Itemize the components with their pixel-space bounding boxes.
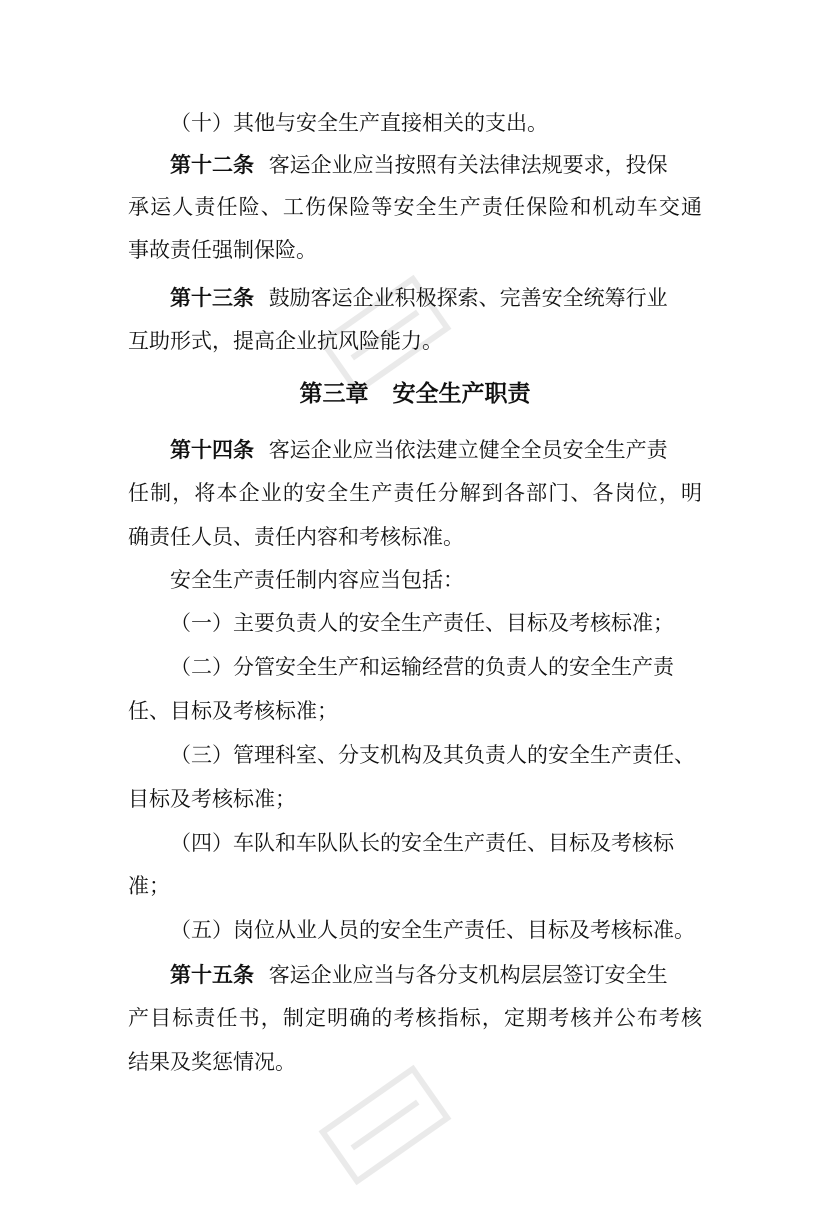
article-13-line-2 xyxy=(128,326,702,356)
article-label: 第十二条 xyxy=(170,152,254,177)
text: （三）管理科室、分支机构及其负责人的安全生产责任、 xyxy=(170,743,695,767)
list-item-3-line-2 xyxy=(128,784,702,814)
text: 客运企业应当与各分支机构层层签订安全生 xyxy=(268,963,668,987)
text: 任、目标及考核标准； xyxy=(128,699,338,723)
article-14-line-2 xyxy=(128,478,702,508)
chapter-heading xyxy=(0,378,830,410)
list-item-2-line-1 xyxy=(170,652,730,682)
paragraph-line xyxy=(170,108,730,138)
chapter-title: 安全生产职责 xyxy=(392,380,531,407)
text: （五）岗位从业人员的安全生产责任、目标及考核标准。 xyxy=(170,918,695,942)
text: 目标及考核标准； xyxy=(128,787,296,811)
article-14-line-1 xyxy=(170,435,730,465)
article-label: 第十五条 xyxy=(170,962,254,987)
list-item-1 xyxy=(170,608,730,638)
article-label: 第十三条 xyxy=(170,285,254,310)
article-13-line-1 xyxy=(170,283,730,313)
text: 确责任人员、责任内容和考核标准。 xyxy=(128,525,464,549)
text: 客运企业应当依法建立健全全员安全生产责 xyxy=(268,438,668,462)
text: 产目标责任书，制定明确的考核指标，定期考核并公布考核 xyxy=(128,1006,702,1030)
list-item-4-line-1 xyxy=(170,828,730,858)
list-item-2-line-2 xyxy=(128,696,702,726)
text: 任制，将本企业的安全生产责任分解到各部门、各岗位，明 xyxy=(128,481,702,505)
article-label: 第十四条 xyxy=(170,437,254,462)
text: （四）车队和车队队长的安全生产责任、目标及考核标 xyxy=(170,831,674,855)
text: 事故责任强制保险。 xyxy=(128,238,317,262)
article-12-line-3 xyxy=(128,235,702,265)
text: 互助形式，提高企业抗风险能力。 xyxy=(128,329,443,353)
list-item-3-line-1 xyxy=(170,740,730,770)
list-item-5 xyxy=(170,915,730,945)
text: 承运人责任险、工伤保险等安全生产责任保险和机动车交通 xyxy=(128,195,702,219)
text: （一）主要负责人的安全生产责任、目标及考核标准； xyxy=(170,611,674,635)
article-15-line-1 xyxy=(170,960,730,990)
text: 鼓励客运企业积极探索、完善安全统筹行业 xyxy=(268,286,668,310)
list-item-4-line-2 xyxy=(128,871,702,901)
text: 准； xyxy=(128,874,170,898)
article-15-line-2 xyxy=(128,1003,702,1033)
text: 安全生产责任制内容应当包括： xyxy=(170,568,464,592)
article-15-line-3 xyxy=(128,1047,702,1077)
chapter-number: 第三章 xyxy=(299,380,369,407)
article-12-line-2 xyxy=(128,192,702,222)
text: （十）其他与安全生产直接相关的支出。 xyxy=(170,111,548,135)
text: （二）分管安全生产和运输经营的负责人的安全生产责 xyxy=(170,655,674,679)
text: 客运企业应当按照有关法律法规要求，投保 xyxy=(268,153,668,177)
text: 结果及奖惩情况。 xyxy=(128,1050,296,1074)
article-12-line-1 xyxy=(170,150,730,180)
article-14-line-3 xyxy=(128,522,702,552)
paragraph-line xyxy=(170,565,730,595)
